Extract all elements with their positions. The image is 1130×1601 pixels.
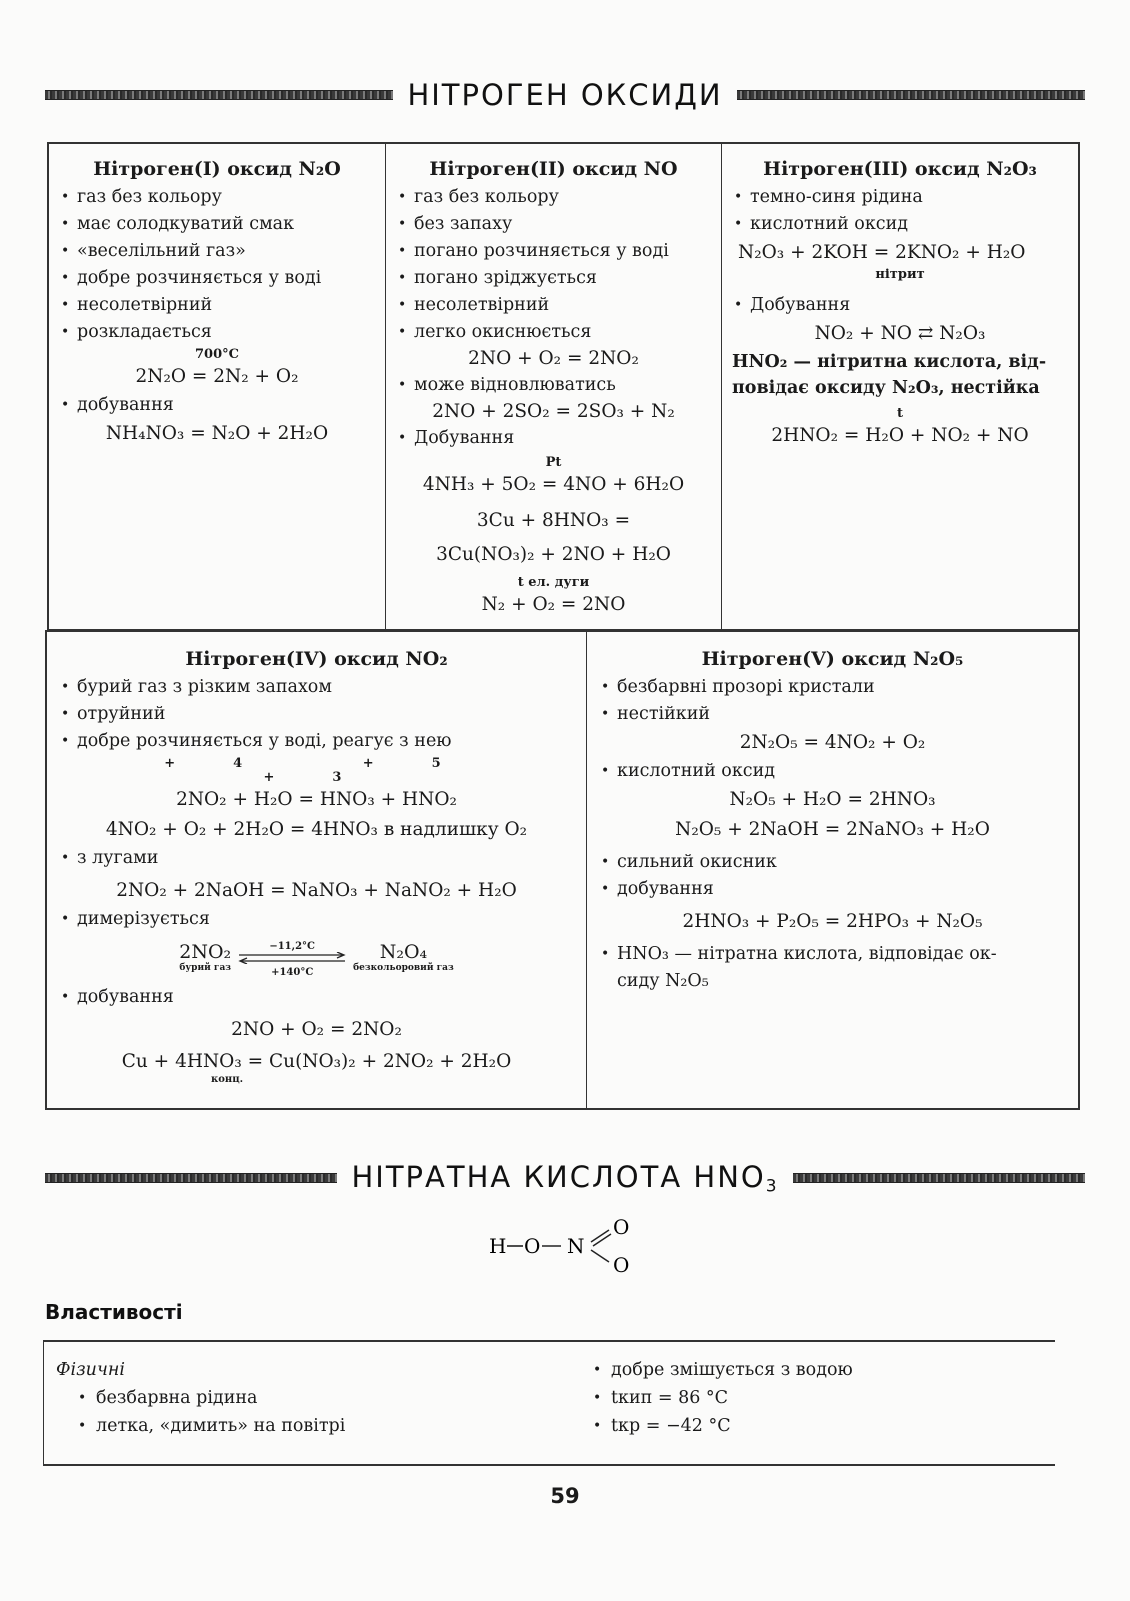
condition-label: t ел. дуги — [517, 575, 590, 590]
heading-rule-right — [737, 90, 1085, 100]
oxidation-states — [59, 757, 574, 785]
no2-dimer-list — [59, 906, 574, 933]
list-item: • бурий газ з різким запахом — [59, 674, 574, 701]
n2o3-list — [732, 184, 1068, 238]
nitrite-label: нітрит — [875, 267, 925, 282]
equation: 2N₂O₅ = 4NO₂ + O₂ — [739, 732, 926, 753]
no2-title: Нітроген(IV) оксид NO₂ — [185, 648, 448, 670]
condition-label: Pt — [545, 455, 562, 470]
atom-o: O — [613, 1215, 630, 1239]
atom-n: N — [567, 1234, 585, 1258]
acid-heading-title — [337, 1160, 792, 1196]
formula-note: безкольоровий газ — [353, 963, 454, 973]
equation: 4NO₂ + O₂ + 2H₂O = 4HNO₃ в надлишку O₂ — [105, 819, 528, 840]
hno3-structural-formula — [487, 1212, 647, 1282]
no2-cell — [47, 632, 587, 1108]
properties-left-column — [56, 1356, 345, 1440]
condition-label: +140°C — [271, 967, 314, 978]
n2o3-prep-list — [732, 292, 1068, 319]
list-item: • погано зріджується — [396, 265, 711, 292]
list-item: • кислотний оксид — [599, 758, 1066, 785]
list-item: • «веселільний газ» — [59, 238, 375, 265]
equation: N₂O₅ + 2NaOH = 2NaNO₃ + H₂O — [675, 819, 990, 840]
list-item: • сильний окисник — [599, 849, 1066, 876]
list-item: • добре розчиняється у воді, реагує з нею — [59, 728, 574, 755]
equilibrium-arrows — [237, 941, 347, 978]
equation: N₂ + O₂ = 2NO — [481, 594, 626, 615]
condition-label: 700°C — [195, 347, 239, 362]
list-item: • може відновлюватись — [396, 372, 711, 399]
equation: 3Cu + 8HNO₃ = — [476, 510, 631, 531]
equation: 2NO₂ + 2NaOH = NaNO₃ + NaNO₂ + H₂O — [116, 880, 517, 901]
list-item: • несолетвірний — [396, 292, 711, 319]
ox-state: +5 — [362, 756, 499, 771]
no-list — [396, 184, 711, 346]
double-bond — [591, 1230, 609, 1242]
list-item: • без запаху — [396, 211, 711, 238]
equation: 2NO + 2SO₂ = 2SO₃ + N₂ — [432, 401, 675, 422]
no2-list — [59, 674, 574, 755]
list-item: • летка, «димить» на повітрі — [74, 1412, 345, 1440]
list-item: • Добування — [396, 425, 711, 452]
properties-right-column — [589, 1356, 853, 1440]
list-item: • tкип = 86 °C — [589, 1384, 853, 1412]
heading-rule-left — [45, 90, 393, 100]
list-item: • газ без кольору — [396, 184, 711, 211]
double-bond — [593, 1234, 611, 1246]
list-item: • безбарвні прозорі кристали — [599, 674, 1066, 701]
page-number: 59 — [550, 1484, 580, 1508]
properties-title: Властивості — [45, 1300, 183, 1324]
list-item: • несолетвірний — [59, 292, 375, 319]
heading-text: НІТРАТНА КИСЛОТА HNO — [351, 1160, 766, 1194]
dimer-right — [353, 941, 454, 973]
list-item: • добування — [59, 392, 375, 419]
condition-label: −11,2°C — [269, 941, 316, 952]
list-item: • безбарвна рідина — [74, 1384, 345, 1412]
no2-alkali-list — [59, 845, 574, 872]
equation: Cu + 4HNO₃ = Cu(NO₃)₂ + 2NO₂ + 2H₂O — [121, 1051, 512, 1072]
acid-heading — [45, 1160, 1085, 1196]
dimer-left — [179, 941, 231, 973]
equilibrium-arrow-icon — [237, 952, 347, 964]
atom-o: O — [524, 1234, 541, 1258]
equation: 4NH₃ + 5O₂ = 4NO + 6H₂O — [422, 474, 685, 495]
properties-box — [43, 1340, 1055, 1466]
no-cell — [386, 144, 722, 629]
equation: 2HNO₃ + P₂O₅ = 2HPO₃ + N₂O₅ — [682, 911, 983, 932]
list-item: • газ без кольору — [59, 184, 375, 211]
heading-rule-right — [793, 1173, 1085, 1183]
n2o-list — [59, 184, 375, 346]
atom-h: H — [489, 1234, 507, 1258]
list-item: • з лугами — [59, 845, 574, 872]
no-red-list — [396, 372, 711, 399]
list-item: • погано розчиняється у воді — [396, 238, 711, 265]
equation: 2NO + O₂ = 2NO₂ — [231, 1019, 402, 1040]
n2o5-title: Нітроген(V) оксид N₂O₅ — [701, 648, 964, 670]
no-title: Нітроген(II) оксид NO — [429, 158, 678, 180]
atom-o: O — [613, 1253, 630, 1277]
heading-subscript: 3 — [765, 1176, 779, 1197]
equation: NH₄NO₃ = N₂O + 2H₂O — [105, 423, 329, 444]
list-item: • добування — [59, 984, 574, 1011]
physical-list — [56, 1384, 345, 1440]
list-item: • HNO₃ — нітратна кислота, відповідає ок- — [599, 941, 1066, 968]
nitrous-acid-text: повідає оксиду N₂O₃, нестійка — [732, 378, 1040, 398]
list-item: • нестійкий — [599, 701, 1066, 728]
n2o5-list — [599, 674, 1066, 728]
dimerization-equation — [59, 941, 574, 978]
oxides-top-row — [47, 142, 1080, 631]
list-item: • tкр = −42 °C — [589, 1412, 853, 1440]
no-prep-list — [396, 425, 711, 452]
n2o-cell — [49, 144, 386, 629]
equation: NO₂ + NO ⇄ N₂O₃ — [814, 323, 986, 344]
n2o5-acid-list — [599, 758, 1066, 785]
equation: 3Cu(NO₃)₂ + 2NO + H₂O — [436, 544, 671, 565]
nitric-acid-note: сиду N₂O₅ — [617, 971, 709, 991]
equation: N₂O₃ + 2KOH = 2KNO₂ + H₂O — [738, 242, 1026, 263]
equation: 2HNO₂ = H₂O + NO₂ + NO — [771, 425, 1029, 446]
n2o5-list2 — [599, 849, 1066, 903]
n2o-prep-list — [59, 392, 375, 419]
oxides-heading — [45, 78, 1085, 112]
list-item: • димерізується — [59, 906, 574, 933]
list-item: • добування — [599, 876, 1066, 903]
condition-label: t — [896, 406, 903, 421]
heading-rule-left — [45, 1173, 337, 1183]
physical-label: Фізичні — [56, 1360, 125, 1380]
n2o3-title: Нітроген(III) оксид N₂O₃ — [763, 158, 1037, 180]
n2o5-note-list — [599, 941, 1066, 968]
nitrous-acid-text: HNO₂ — нітритна кислота, від- — [732, 352, 1047, 372]
list-item: • має солодкуватий смак — [59, 211, 375, 238]
n2o3-cell — [722, 144, 1078, 629]
formula: 2NO₂ — [179, 941, 232, 963]
list-item: • темно-синя рідина — [732, 184, 1068, 211]
list-item: • Добування — [732, 292, 1068, 319]
oxides-bottom-row — [45, 630, 1080, 1110]
ox-state: +4 — [164, 756, 301, 771]
list-item: • кислотний оксид — [732, 211, 1068, 238]
oxides-heading-title: НІТРОГЕН ОКСИДИ — [407, 78, 723, 112]
bond — [591, 1250, 609, 1262]
no2-prep-list — [59, 984, 574, 1011]
list-item: • розкладається — [59, 319, 375, 346]
list-item: • отруйний — [59, 701, 574, 728]
ox-state: +3 — [263, 770, 400, 785]
formula-note: бурий газ — [179, 963, 232, 973]
n2o5-cell — [587, 632, 1078, 1108]
physical-list-2 — [589, 1356, 853, 1440]
list-item: • добре змішується з водою — [589, 1356, 853, 1384]
list-item: • добре розчиняється у воді — [59, 265, 375, 292]
equation: 2N₂O = 2N₂ + O₂ — [135, 366, 299, 387]
equation: N₂O₅ + H₂O = 2HNO₃ — [729, 789, 936, 810]
formula: N₂O₄ — [379, 941, 428, 963]
equation: 2NO₂ + H₂O = HNO₃ + HNO₂ — [176, 789, 457, 810]
n2o-title: Нітроген(I) оксид N₂O — [93, 158, 341, 180]
conc-note: конц. — [211, 1074, 244, 1085]
list-item: • легко окиснюється — [396, 319, 711, 346]
equation: 2NO + O₂ = 2NO₂ — [468, 348, 639, 369]
